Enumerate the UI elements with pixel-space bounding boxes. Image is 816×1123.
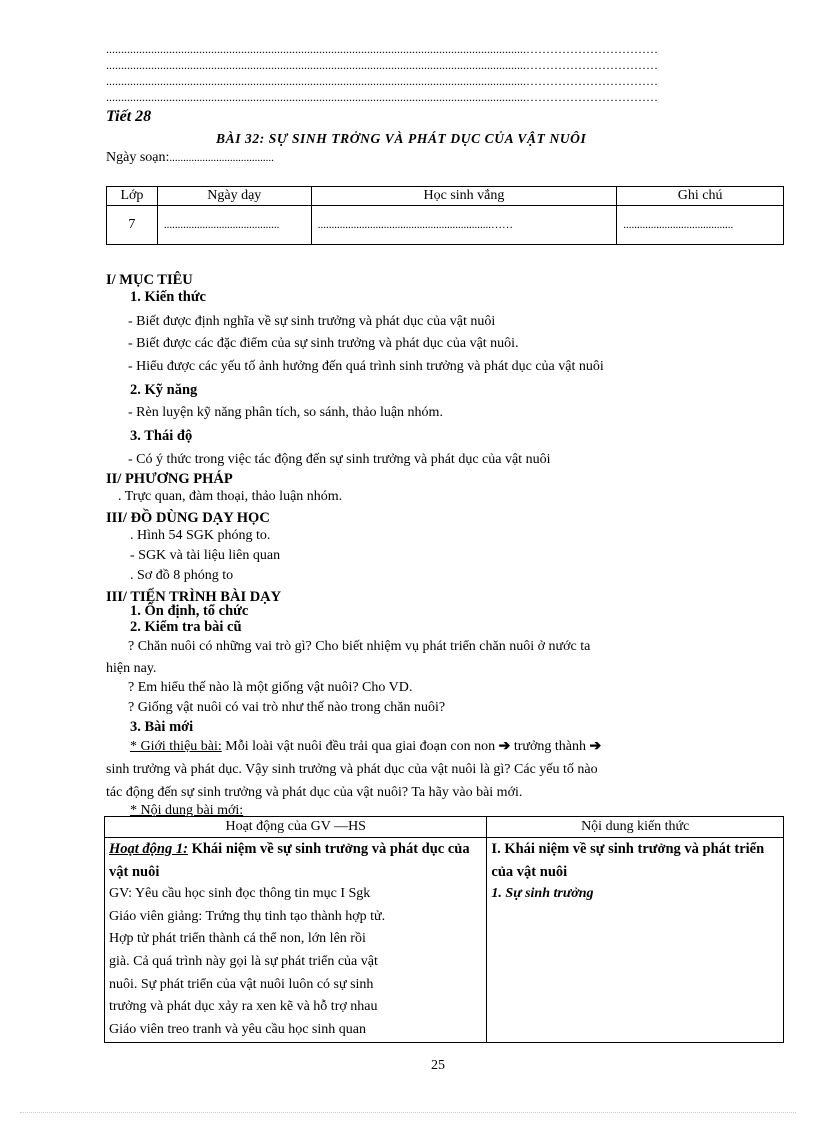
lesson-table-header: Nội dung kiến thức: [487, 817, 784, 838]
activity-line: Giáo viên giảng: Trứng thụ tinh tạo thành hợp tử.: [109, 908, 386, 924]
list-item: - Có ý thức trong việc tác động đến sự sinh trưởng và phát dục của vật nuôi: [128, 452, 551, 467]
question: ? Em hiểu thế nào là một giống vật nuôi? Cho VD.: [128, 680, 413, 695]
lesson-table: [104, 816, 784, 1043]
activity-line: Hợp tử phát triển thành cá thể non, lớn lên rồi: [109, 931, 366, 947]
dotted-line: ............................................................................................................................................……………………………: [106, 90, 658, 104]
list-item: - SGK và tài liệu liên quan: [130, 548, 281, 563]
class-cell: 7: [107, 206, 158, 245]
intro-text: Mỗi loài vật nuôi đều trải qua giai đoạn con non: [221, 739, 499, 754]
arrow-right-icon: ➔: [589, 739, 602, 754]
prep-date: [106, 150, 274, 166]
prep-date-label: Ngày soạn:: [106, 150, 170, 165]
prep-date-dots: ......................................: [169, 152, 274, 164]
question-cont: hiện nay.: [106, 661, 157, 676]
activity-title: Khái niệm về sự sinh trưởng và phát dục của vật nuôi: [109, 841, 470, 880]
page-number: 25: [431, 1058, 445, 1073]
intro-line: tác động đến sự sinh trưởng và phát dục của vật nuôi? Ta hãy vào bài mới.: [106, 785, 523, 800]
class-table-header: Học sinh vắng: [311, 187, 617, 206]
list-item: - Biết được các đặc điểm của sự sinh trưởng và phát dục của vật nuôi.: [128, 336, 519, 351]
class-cell: ...............................................................……: [311, 206, 617, 245]
arrow-right-icon: ➔: [498, 739, 511, 754]
subsection-heading: 3. Thái độ: [130, 428, 193, 444]
activity-label: Hoạt động 1:: [109, 841, 188, 857]
class-table-header: Ngày dạy: [157, 187, 311, 206]
section-heading: III/ ĐỒ DÙNG DẠY HỌC: [106, 510, 270, 526]
subsection-heading: 2. Kỹ năng: [130, 382, 198, 398]
activity-line: già. Cả quá trình này gọi là sự phát triển của vật: [109, 953, 378, 969]
teacher-activity-cell: [105, 838, 487, 1043]
dotted-line: ............................................................................................................................................……………………………: [106, 74, 658, 88]
activity-line: trưởng và phát dục xảy ra xen kẽ và hỗ trợ nhau: [109, 999, 378, 1015]
section-heading: II/ PHƯƠNG PHÁP: [106, 471, 233, 487]
class-table-header: Lớp: [107, 187, 158, 206]
question: ? Giống vật nuôi có vai trò như thế nào trong chăn nuôi?: [128, 700, 446, 715]
list-item: - Rèn luyện kỹ năng phân tích, so sánh, thảo luận nhóm.: [128, 405, 443, 420]
activity-line: GV: Yêu cầu học sinh đọc thông tin mục I Sgk: [109, 886, 371, 902]
list-item: . Hình 54 SGK phóng to.: [130, 528, 271, 543]
subsection-heading: 1. Kiến thức: [130, 289, 206, 305]
activity-line: nuôi. Sự phát triển của vật nuôi luôn có sự sinh: [109, 976, 374, 992]
subsection-heading: 1. Ổn định, tổ chức: [130, 603, 249, 619]
list-item: . Sơ đồ 8 phóng to: [130, 568, 234, 583]
class-cell: ..........................................: [157, 206, 311, 245]
knowledge-content-cell: [487, 838, 784, 1043]
section-heading: I/ MỤC TIÊU: [106, 272, 193, 288]
activity-heading: [109, 838, 482, 883]
class-table-header: Ghi chú: [617, 187, 784, 206]
subsection-heading: 2. Kiểm tra bài cũ: [130, 619, 242, 635]
lesson-title: BÀI 32: SỰ SINH TRỞNG VÀ PHÁT DỤC CỦA VẬT NUÔI: [216, 131, 587, 146]
knowledge-subheading: 1. Sự sinh trưởng: [491, 886, 594, 902]
list-item: . Trực quan, đàm thoại, thảo luận nhóm.: [118, 489, 343, 504]
activity-line: Giáo viên treo tranh và yêu cầu học sinh quan: [109, 1021, 366, 1037]
intro-line: [130, 737, 601, 757]
list-item: - Hiểu được các yếu tố ảnh hưởng đến quá trình sinh trưởng và phát dục của vật nuôi: [128, 359, 604, 374]
list-item: - Biết được định nghĩa về sự sinh trưởng và phát dục của vật nuôi: [128, 314, 496, 329]
dotted-line: ............................................................................................................................................……………………………: [106, 42, 658, 56]
intro-label: * Giới thiệu bài:: [130, 739, 222, 754]
footer-divider: [20, 1112, 796, 1113]
subsection-heading: 3. Bài mới: [130, 719, 194, 735]
class-table: [106, 186, 784, 245]
intro-line: sinh trưởng và phát dục. Vậy sinh trưởng và phát dục của vật nuôi là gì? Các yếu tố nào: [106, 762, 598, 777]
knowledge-heading: I. Khái niệm về sự sinh trưởng và phát triển của vật nuôi: [491, 841, 765, 880]
question: ? Chăn nuôi có những vai trò gì? Cho biết nhiệm vụ phát triển chăn nuôi ở nước ta: [128, 639, 591, 654]
lesson-number: Tiết 28: [106, 108, 152, 125]
dotted-line: ............................................................................................................................................……………………………: [106, 58, 658, 72]
intro-text: trưởng thành: [510, 739, 590, 754]
class-cell: ........................................: [617, 206, 784, 245]
lesson-table-header: Hoạt động của GV —HS: [105, 817, 487, 838]
content-label: * Nội dung bài mới:: [130, 803, 244, 818]
section-heading: III/ TIẾN TRÌNH BÀI DẠY: [106, 589, 282, 605]
